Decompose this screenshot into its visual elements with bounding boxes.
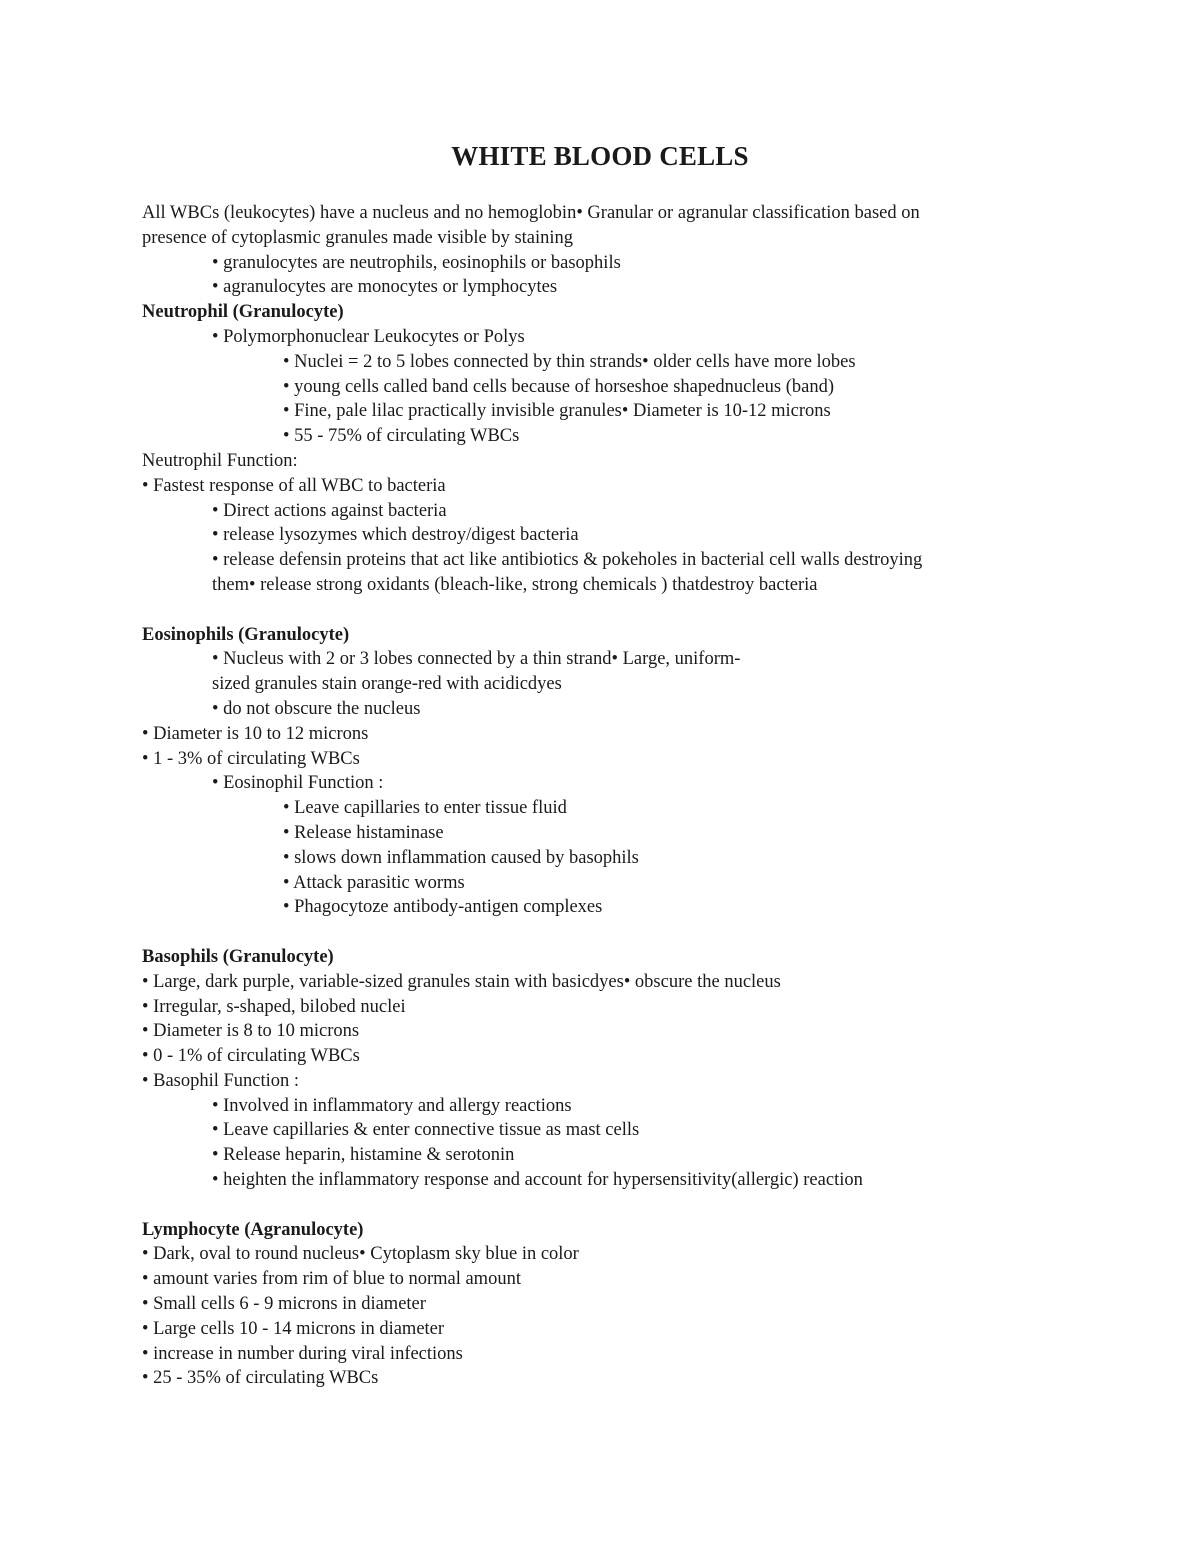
list-item: • young cells called band cells because of horseshoe shapednucleus (band) (283, 376, 835, 397)
document-body (142, 201, 1072, 1391)
list-item: • Involved in inflammatory and allergy reactions (212, 1095, 572, 1116)
list-item: • release lysozymes which destroy/digest bacteria (212, 525, 579, 546)
list-item: • Release histaminase (283, 822, 444, 843)
list-item: • 25 - 35% of circulating WBCs (142, 1368, 379, 1389)
list-item: • Nucleus with 2 or 3 lobes connected by a thin strand• Large, uniform- (212, 649, 741, 670)
section-heading-basophil: Basophils (Granulocyte) (142, 946, 334, 967)
function-label: • Basophil Function : (142, 1070, 300, 1091)
section-heading-eosinophil: Eosinophils (Granulocyte) (142, 624, 350, 645)
list-item: • Phagocytoze antibody-antigen complexes (283, 897, 603, 918)
list-item: • Direct actions against bacteria (212, 500, 447, 521)
intro-line: presence of cytoplasmic granules made visible by staining (142, 227, 574, 248)
page-title: WHITE BLOOD CELLS (451, 141, 749, 171)
list-item: sized granules stain orange-red with acidicdyes (212, 674, 562, 695)
function-label: Neutrophil Function: (142, 450, 298, 471)
function-label: • Eosinophil Function : (212, 773, 384, 794)
list-item: • Leave capillaries & enter connective tissue as mast cells (212, 1120, 640, 1141)
list-item: • Fine, pale lilac practically invisible granules• Diameter is 10-12 microns (283, 401, 831, 422)
list-item: • Diameter is 8 to 10 microns (142, 1021, 360, 1042)
list-item: • Small cells 6 - 9 microns in diameter (142, 1294, 426, 1315)
section-heading-neutrophil: Neutrophil (Granulocyte) (142, 302, 344, 323)
list-item: • do not obscure the nucleus (212, 698, 421, 719)
list-item: • Nuclei = 2 to 5 lobes connected by thin strands• older cells have more lobes (283, 351, 856, 372)
list-item: • Polymorphonuclear Leukocytes or Polys (212, 326, 525, 347)
list-item: • Large cells 10 - 14 microns in diameter (142, 1318, 445, 1339)
spacer (142, 598, 1072, 623)
list-item: • granulocytes are neutrophils, eosinophils or basophils (212, 252, 621, 273)
list-item: • 55 - 75% of circulating WBCs (283, 426, 520, 447)
spacer (142, 920, 1072, 945)
list-item: • Large, dark purple, variable-sized granules stain with basicdyes• obscure the nucleus (142, 971, 781, 992)
spacer (142, 1193, 1072, 1218)
list-item: • increase in number during viral infections (142, 1343, 463, 1364)
list-item: • Fastest response of all WBC to bacteria (142, 475, 446, 496)
list-item: • Leave capillaries to enter tissue fluid (283, 798, 567, 819)
list-item: • 0 - 1% of circulating WBCs (142, 1046, 360, 1067)
list-item: • Dark, oval to round nucleus• Cytoplasm sky blue in color (142, 1244, 579, 1265)
list-item: them• release strong oxidants (bleach-like, strong chemicals ) thatdestroy bacteria (212, 574, 818, 595)
list-item: • Diameter is 10 to 12 microns (142, 723, 369, 744)
list-item: • Release heparin, histamine & serotonin (212, 1145, 515, 1166)
section-heading-lymphocyte: Lymphocyte (Agranulocyte) (142, 1219, 364, 1240)
list-item: • Irregular, s-shaped, bilobed nuclei (142, 996, 406, 1017)
list-item: • slows down inflammation caused by basophils (283, 847, 639, 868)
list-item: • 1 - 3% of circulating WBCs (142, 748, 360, 769)
list-item: • release defensin proteins that act like antibiotics & pokeholes in bacterial cell walls destroying (212, 550, 923, 571)
list-item: • agranulocytes are monocytes or lymphocytes (212, 277, 558, 298)
list-item: • amount varies from rim of blue to normal amount (142, 1269, 521, 1290)
list-item: • Attack parasitic worms (283, 872, 465, 893)
intro-line: All WBCs (leukocytes) have a nucleus and no hemoglobin• Granular or agranular classification based on (142, 203, 920, 223)
list-item: • heighten the inflammatory response and account for hypersensitivity(allergic) reaction (212, 1170, 863, 1191)
